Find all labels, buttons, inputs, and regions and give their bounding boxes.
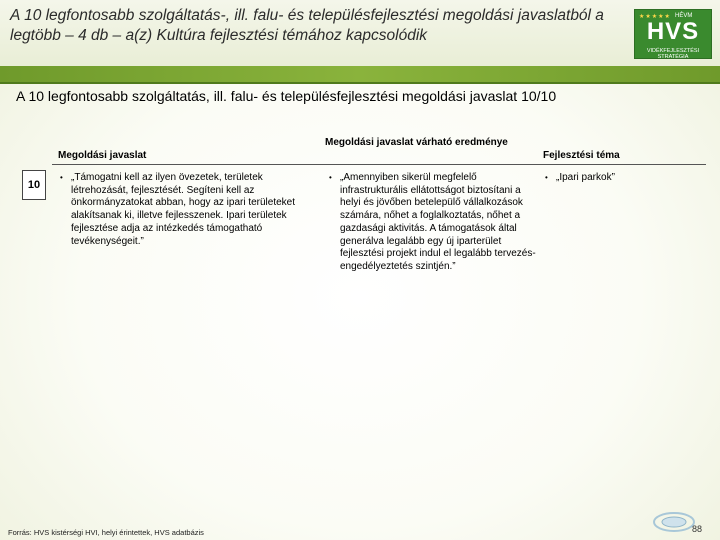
header-title: A 10 legfontosabb szolgáltatás-, ill. falu- és településfejlesztési megoldási javaslatból a legtöbb – 4 db – a(z) Kultúra fejlesztési témához kapcsolódik	[10, 7, 604, 44]
page-number: 88	[692, 524, 703, 534]
topic-cell	[545, 172, 706, 185]
row-number: 10	[22, 170, 46, 200]
column-header-result: Megoldási javaslat várható eredménye	[325, 137, 508, 148]
result-text: „Amennyiben sikerül megfelelő infrastrukturális ellátottságot biztosítani a helyi és jövőben betelepülő vállalkozások számára, nőhet a foglalkoztatás, nőhet a gazdasági aktivitás. A támogatások által generálva legalább egy új iparterület fejlesztési projekt indul el legalább tervezés-engedélyeztetés szintjén.”	[340, 172, 536, 272]
decorative-swirl-icon	[652, 510, 696, 534]
header	[0, 0, 720, 66]
column-header-proposal: Megoldási javaslat	[58, 150, 147, 161]
green-band	[0, 66, 720, 82]
hvs-logo	[634, 9, 712, 59]
logo-main-text: HVS	[646, 18, 700, 45]
topic-text: „Ipari parkok”	[556, 172, 615, 183]
result-cell	[329, 172, 536, 274]
proposal-text: „Támogatni kell az ilyen övezetek, területek létrehozását, fejlesztését. Segíteni kell az önkormányzatokat abban, hogy az ipari területeket alakítsanak ki, illetve fejlesszenek. Ipari területek fejlesztése adja az intézkedés támogatható tevékenységeit.”	[71, 172, 296, 247]
bullet-icon: •	[60, 173, 63, 182]
logo-stars: ★★★★★	[639, 14, 671, 20]
footer-source: Forrás: HVS kistérségi HVI, helyi érintettek, HVS adatbázis	[8, 528, 204, 537]
bullet-icon: •	[329, 173, 332, 182]
proposal-cell	[60, 172, 319, 248]
section-title: A 10 legfontosabb szolgáltatás, ill. falu- és településfejlesztési megoldási javaslat 10/10	[16, 88, 557, 104]
bullet-icon: •	[545, 173, 548, 182]
logo-top-text: HÉVM	[675, 13, 693, 19]
column-header-topic: Fejlesztési téma	[543, 150, 620, 161]
header-rule	[52, 164, 706, 165]
logo-sub-text: VIDÉKFEJLESZTÉSI STRATÉGIA	[646, 48, 700, 60]
